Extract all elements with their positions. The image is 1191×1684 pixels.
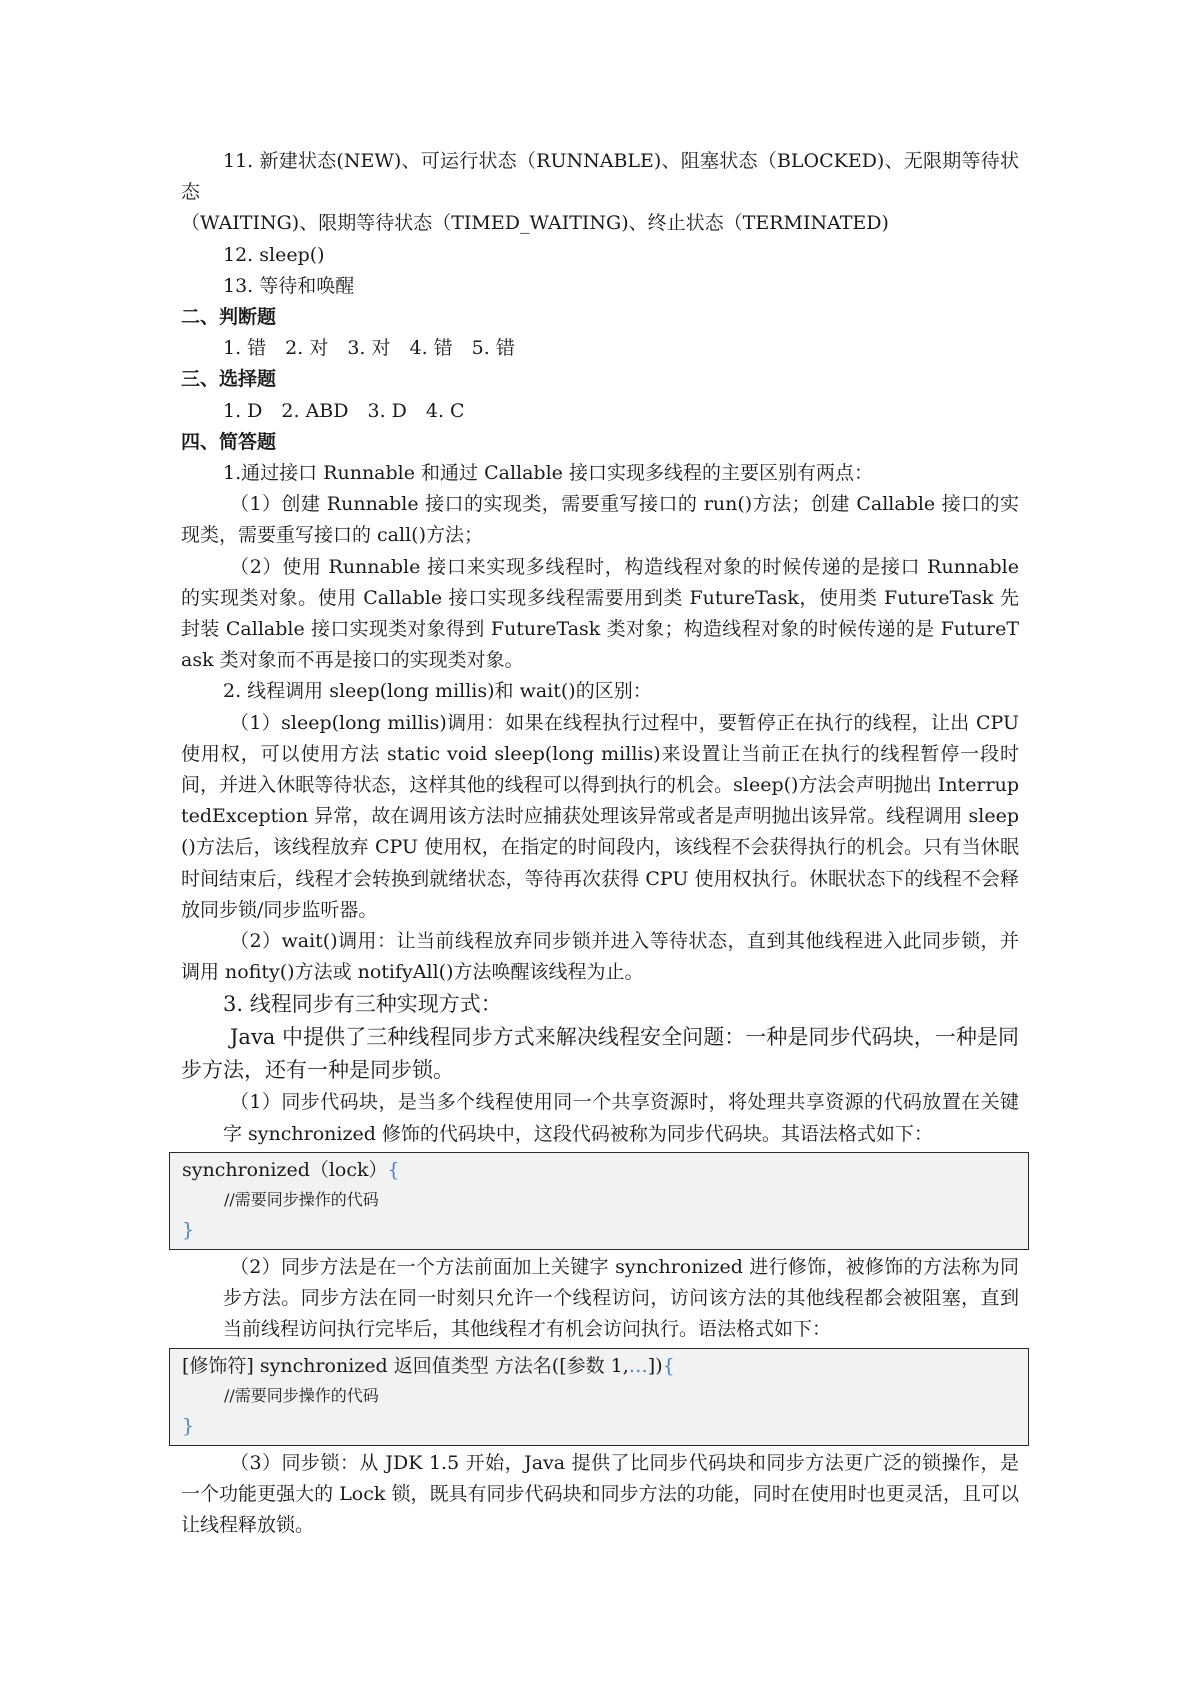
q3-point2: （2）同步方法是在一个方法前面加上关键字 synchronized 进行修饰，被修饰的方法称为同步方法。同步方法在同一时刻只允许一个线程访问，访问该方法的其他线程都会被阻塞，直到当前线程访问执行完毕后，其他线程才有机会访问执行。语法格式如下： [223, 1255, 1019, 1341]
open-brace: { [387, 1158, 400, 1181]
code-text: synchronized（lock） [182, 1158, 388, 1181]
q1-point1: （1）创建 Runnable 接口的实现类，需要重写接口的 run()方法；创建 Callable 接口的实现类，需要重写接口的 call()方法； [181, 493, 1019, 547]
q2-point1: （1）sleep(long millis)调用：如果在线程执行过程中，要暂停正在执行的线程，让出 CPU 使用权，可以使用方法 static void sleep(long millis)来设置让当前正在执行的线程暂停一段时间，并进入休眠等待状态，这样其他的线程可以得到执行的机会。sleep()方法会声明抛出 InterruptedException 异常，故在调用该方法时应捕获处理该异常或者是声明抛出该异常。线程调用 sleep()方法后，该线程放弃 CPU 使用权，在指定的时间段内，该线程不会获得执行的机会。只有当休眠时间结束后，线程才会转换到就绪状态，等待再次获得 CPU 使用权执行。休眠状态下的线程不会释放同步锁/同步监听器。 [181, 711, 1019, 921]
close-brace: } [182, 1218, 195, 1241]
q2-point2: （2）wait()调用：让当前线程放弃同步锁并进入等待状态，直到其他线程进入此同步锁，并调用 nofity()方法或 notifyAll()方法唤醒该线程为止。 [181, 930, 1019, 984]
page-content [181, 146, 1019, 1541]
blank-item-11-line2: （WAITING)、限期等待状态（TIMED_WAITING)、终止状态（TERMINATED) [181, 212, 889, 235]
code-ellipsis: … [628, 1354, 648, 1377]
code-text: [修饰符] synchronized 返回值类型 方法名([参数 1, [182, 1354, 629, 1377]
blank-item-11-line1: 11. 新建状态(NEW)、可运行状态（RUNNABLE)、阻塞状态（BLOCKED)、无限期等待状态 [181, 150, 1019, 204]
judge-heading: 二、判断题 [181, 306, 277, 329]
code-block-sync-block [169, 1152, 1029, 1250]
judge-answers: 1. 错 2. 对 3. 对 4. 错 5. 错 [223, 337, 515, 360]
code-block-sync-method [169, 1348, 1029, 1446]
q3-point1: （1）同步代码块，是当多个线程使用同一个共享资源时，将处理共享资源的代码放置在关键字 synchronized 修饰的代码块中，这段代码被称为同步代码块。其语法格式如下： [223, 1091, 1019, 1145]
code-line [182, 1155, 1018, 1185]
q3-title: 3. 线程同步有三种实现方式： [223, 992, 502, 1017]
code-comment: //需要同步操作的代码 [224, 1385, 379, 1405]
code-line [182, 1351, 1018, 1381]
open-brace: { [662, 1354, 675, 1377]
choice-heading: 三、选择题 [181, 368, 277, 391]
blank-item-12: 12. sleep() [223, 243, 325, 266]
q2-title: 2. 线程调用 sleep(long millis)和 wait()的区别： [223, 680, 652, 703]
close-brace: } [182, 1414, 195, 1437]
q1-title: 1.通过接口 Runnable 和通过 Callable 接口实现多线程的主要区别有两点： [223, 462, 873, 485]
code-text-end: ]) [647, 1354, 663, 1377]
q3-point3: （3）同步锁：从 JDK 1.5 开始，Java 提供了比同步代码块和同步方法更广泛的锁操作，是一个功能更强大的 Lock 锁，既具有同步代码块和同步方法的功能，同时在使用时也更灵活，且可以让线程释放锁。 [181, 1451, 1019, 1536]
short-answer-heading: 四、简答题 [181, 430, 277, 453]
q1-point2: （2）使用 Runnable 接口来实现多线程时，构造线程对象的时候传递的是接口 Runnable 的实现类对象。使用 Callable 接口实现多线程需要用到类 FutureTask，使用类 FutureTask 先封装 Callable 接口实现类对象得到 FutureTask 类对象；构造线程对象的时候传递的是 FutureTask 类对象而不再是接口的实现类对象。 [181, 555, 1019, 672]
code-comment: //需要同步操作的代码 [224, 1189, 379, 1209]
choice-answers: 1. D 2. ABD 3. D 4. C [223, 399, 465, 422]
q3-intro: Java 中提供了三种线程同步方式来解决线程安全问题：一种是同步代码块，一种是同步方法，还有一种是同步锁。 [181, 1025, 1019, 1083]
blank-item-13: 13. 等待和唤醒 [223, 274, 355, 297]
